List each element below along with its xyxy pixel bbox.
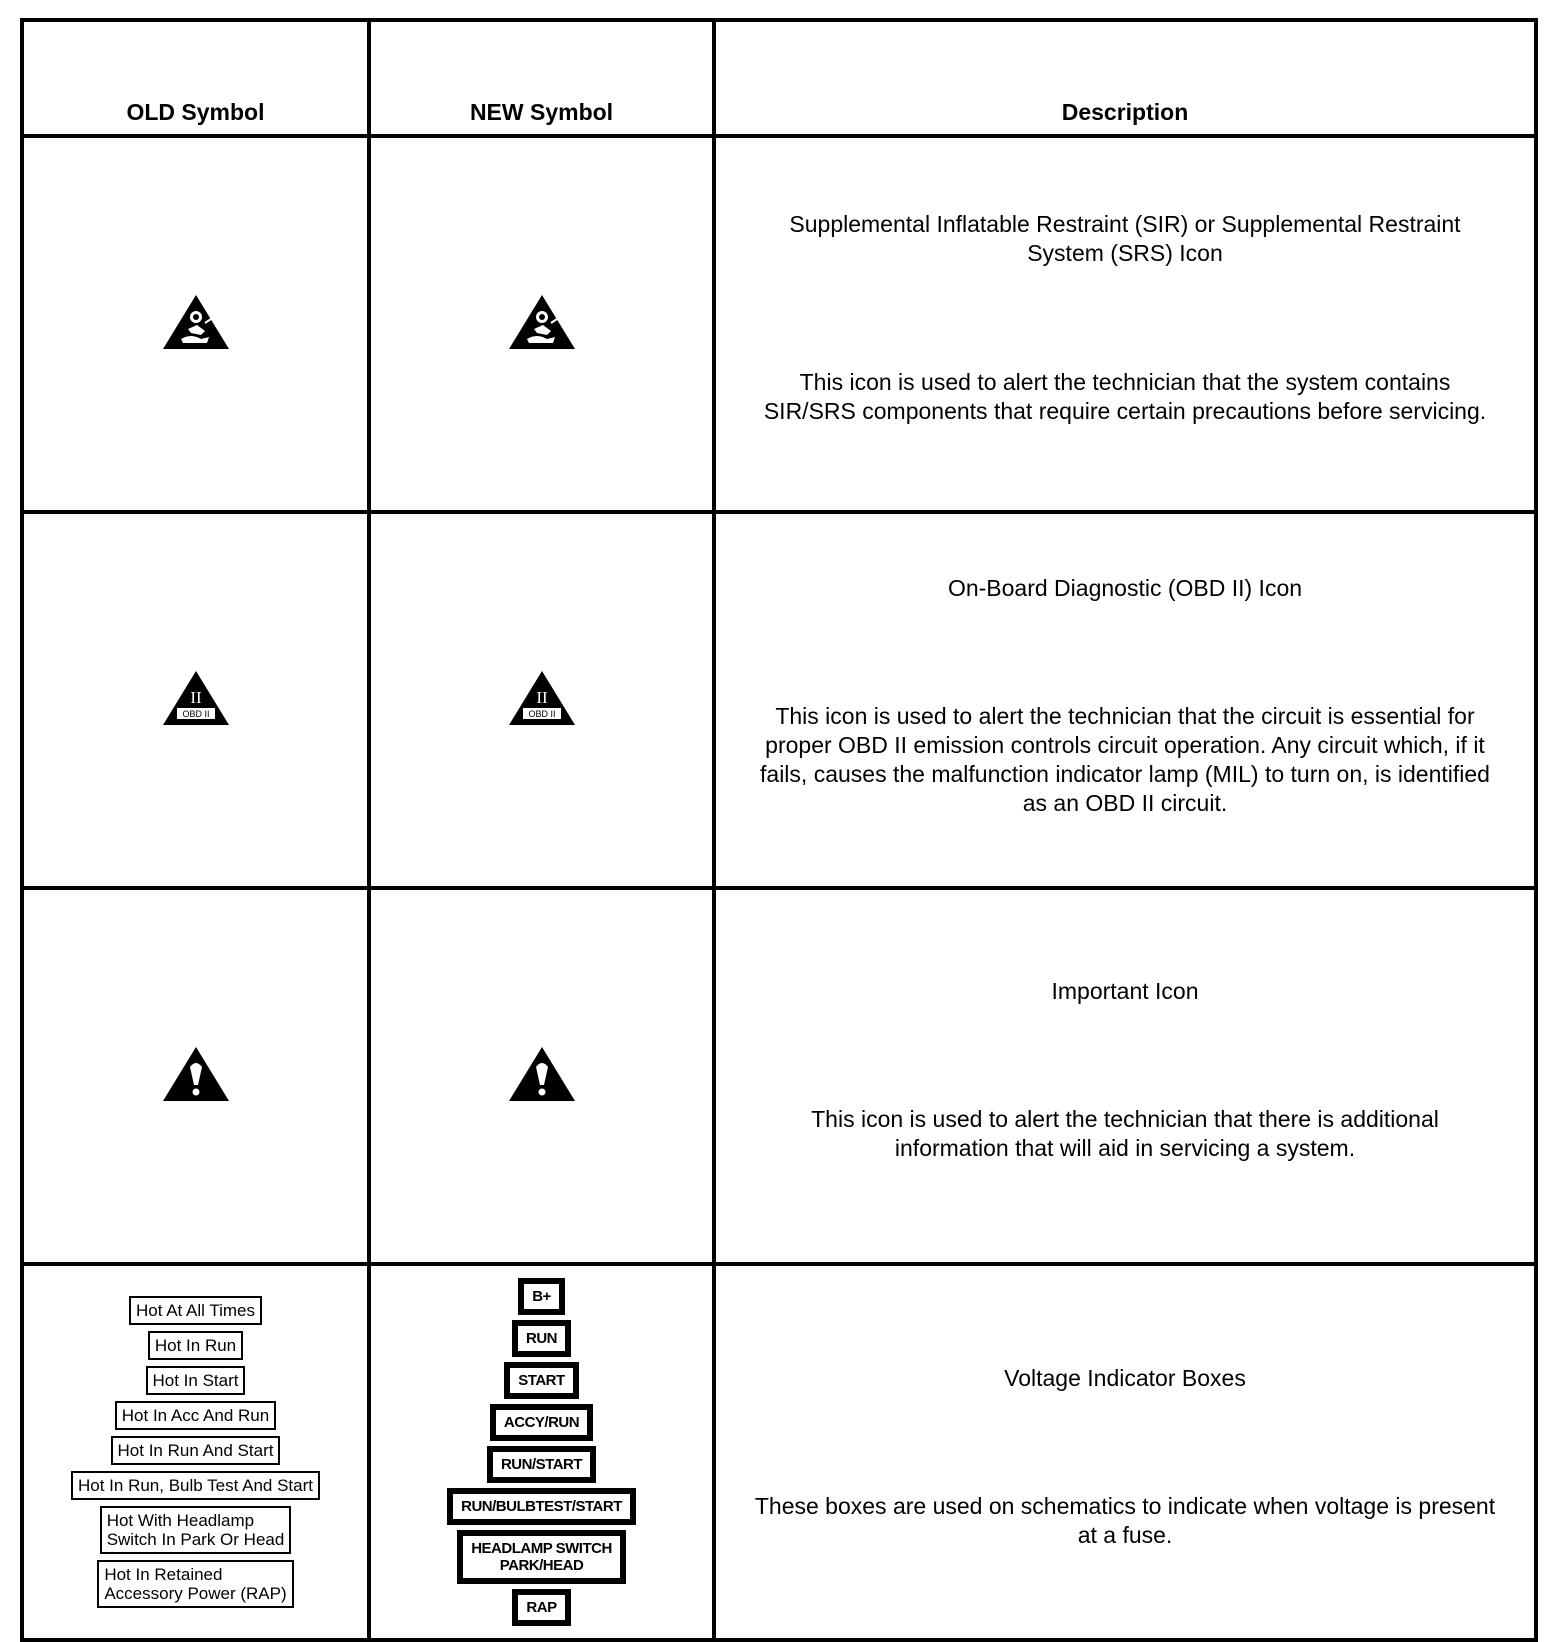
voltage-box-line: Switch In Park Or Head [106,1530,285,1549]
header-description: Description [714,20,1536,136]
old-symbol-cell [22,136,369,512]
voltage-box: RUN/BULBTEST/START [447,1488,636,1525]
svg-text:II: II [189,687,202,707]
voltage-box-line: Hot In Retained [104,1565,223,1584]
body-line: This icon is used to alert the technician that there is additional [811,1106,1439,1132]
old-symbol-cell [22,888,369,1264]
body-line: information that will aid in servicing a system. [894,1135,1356,1161]
old-symbol-cell [22,512,369,888]
voltage-box [97,1560,293,1608]
sir-airbag-warning-triangle-icon [161,293,231,356]
voltage-box: RUN [512,1320,571,1357]
voltage-box: B+ [518,1278,565,1315]
new-symbol-cell [369,136,714,512]
description-title [726,1364,1524,1393]
description-title [726,210,1524,268]
voltage-box-line: HEADLAMP SWITCH [471,1540,612,1557]
important-exclamation-triangle-icon [161,1045,231,1108]
header-new-symbol: NEW Symbol [369,20,714,136]
description-body [726,702,1524,818]
body-line: This icon is used to alert the technician that the circuit is essential for [775,703,1475,729]
obd-ii-warning-triangle-icon [161,669,231,732]
header-old-symbol: OLD Symbol [22,20,369,136]
table-row-important [22,888,1536,1264]
body-line: fails, causes the malfunction indicator lamp (MIL) to turn on, is identified [760,761,1490,787]
voltage-box-line: PARK/HEAD [499,1557,584,1574]
description-cell [714,888,1536,1264]
table-row-sir [22,136,1536,512]
title-line: Important Icon [1051,978,1199,1004]
description-cell [714,136,1536,512]
voltage-box: Hot In Run [148,1331,243,1360]
voltage-box: Hot In Start [146,1366,246,1395]
voltage-box: RUN/START [487,1446,596,1483]
body-line: This icon is used to alert the technician that the system contains [799,369,1451,395]
body-line: as an OBD II circuit. [1022,790,1228,816]
description-body [726,368,1524,426]
body-line: proper OBD II emission controls circuit operation. Any circuit which, if it [765,732,1485,758]
header-row [22,20,1536,136]
voltage-box: START [504,1362,578,1399]
new-voltage-box-list [371,1278,712,1626]
voltage-box: Hot In Run, Bulb Test And Start [71,1471,320,1500]
table-row-voltage [22,1264,1536,1640]
description-cell [714,512,1536,888]
voltage-box: RAP [512,1589,570,1626]
title-line: System (SRS) Icon [1027,240,1223,266]
title-line: On-Board Diagnostic (OBD II) Icon [947,575,1303,601]
symbol-table [20,18,1538,1642]
voltage-box: Hot In Run And Start [111,1436,281,1465]
new-symbol-cell [369,888,714,1264]
description-body [726,1105,1524,1163]
body-line: These boxes are used on schematics to indicate when voltage is present [754,1493,1496,1519]
old-voltage-box-list [24,1296,367,1608]
sir-airbag-warning-triangle-icon [507,293,577,356]
title-line: Voltage Indicator Boxes [1004,1365,1246,1391]
body-line: at a fuse. [1077,1522,1173,1548]
voltage-box: Hot At All Times [129,1296,262,1325]
description-body [726,1492,1524,1550]
description-title [726,574,1524,603]
voltage-box: Hot In Acc And Run [115,1401,276,1430]
body-line: SIR/SRS components that require certain precautions before servicing. [763,398,1487,424]
obd-ii-warning-triangle-icon [507,669,577,732]
voltage-box [100,1506,292,1554]
important-exclamation-triangle-icon [507,1045,577,1108]
new-symbol-cell [369,1264,714,1640]
old-symbol-cell [22,1264,369,1640]
new-symbol-cell [369,512,714,888]
voltage-box-line: Hot With Headlamp [106,1511,255,1530]
voltage-box-line: Accessory Power (RAP) [104,1584,287,1603]
description-cell [714,1264,1536,1640]
table-row-obd [22,512,1536,888]
voltage-box [457,1530,626,1584]
description-title [726,977,1524,1006]
voltage-box: ACCY/RUN [490,1404,593,1441]
svg-text:II: II [535,687,548,707]
svg-text:OBD II: OBD II [527,708,556,719]
svg-text:OBD II: OBD II [181,708,210,719]
title-line: Supplemental Inflatable Restraint (SIR) or Supplemental Restraint [789,211,1461,237]
